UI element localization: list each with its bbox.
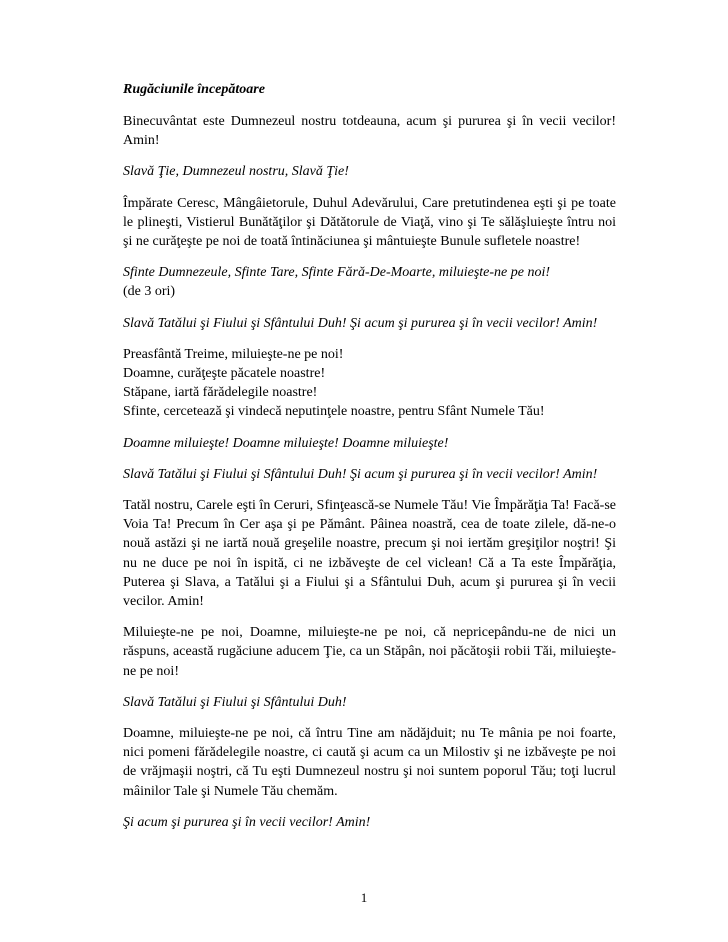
paragraph-6 xyxy=(123,345,616,422)
paragraph-4 xyxy=(123,263,616,301)
paragraph-6-line: Doamne, curăţeşte păcatele noastre! xyxy=(123,366,326,382)
paragraph-3: Împărate Ceresc, Mângâietorule, Duhul Adevărului, Care pretutindenea eşti şi pe toate le plineşti, Vistierul Bunătăţilor şi Dătătorule de Viaţă, vino şi Te sălăşluieşte întru noi şi ne curăţeşte pe noi de toată întinăciunea şi mântuieşte Bunule sufletele noastre! xyxy=(123,195,616,250)
paragraph-6-line: Sfinte, cercetează şi vindecă neputinţele noastre, pentru Sfânt Numele Tău! xyxy=(123,404,545,420)
document-body xyxy=(123,80,616,844)
paragraph-5: Slavă Tatălui şi Fiului şi Sfântului Duh! Şi acum şi pururea şi în vecii vecilor! Amin! xyxy=(123,315,598,331)
paragraph-6-line: Preasfântă Treime, miluieşte-ne pe noi! xyxy=(123,346,344,362)
paragraph-11: Slavă Tatălui şi Fiului şi Sfântului Duh! xyxy=(123,694,347,710)
paragraph-2: Slavă Ţie, Dumnezeul nostru, Slavă Ţie! xyxy=(123,164,349,180)
paragraph-13: Şi acum şi pururea şi în vecii vecilor! Amin! xyxy=(123,814,371,830)
page-number: 1 xyxy=(360,890,368,905)
paragraph-7: Doamne miluieşte! Doamne miluieşte! Doamne miluieşte! xyxy=(123,435,449,451)
paragraph-12: Doamne, miluieşte-ne pe noi, că întru Tine am nădăjduit; nu Te mânia pe noi foarte, nici pomeni fărădelegile noastre, ci caută şi acum ca un Milostiv şi ne izbăveşte pe noi de vrăjmaşii noştri, că Tu eşti Dumnezeul nostru şi noi suntem poporul Tău; toţi lucrul mâinilor Tale şi Numele Tău chemăm. xyxy=(123,726,616,799)
paragraph-10: Miluieşte-ne pe noi, Doamne, miluieşte-ne pe noi, că nepricepându-ne de nici un răspuns, această rugăciune aducem Ţie, ca un Stăpân, noi păcătoşii robii Tăi, miluieşte-ne pe noi! xyxy=(123,625,616,679)
paragraph-8: Slavă Tatălui şi Fiului şi Sfântului Duh! Şi acum şi pururea şi în vecii vecilor! Amin! xyxy=(123,466,598,482)
document-title: Rugăciunile începătoare xyxy=(123,82,265,97)
paragraph-4-note: (de 3 ori) xyxy=(123,284,176,300)
paragraph-1: Binecuvântat este Dumnezeul nostru totdeauna, acum şi pururea şi în vecii vecilor! Amin! xyxy=(123,114,616,149)
paragraph-6-line: Stăpane, iartă fărădelegile noastre! xyxy=(123,385,318,401)
paragraph-4-italic: Sfinte Dumnezeule, Sfinte Tare, Sfinte Fără-De-Moarte, miluieşte-ne pe noi! xyxy=(123,265,551,281)
paragraph-9: Tatăl nostru, Carele eşti în Ceruri, Sfinţească-se Numele Tău! Vie Împărăţia Ta! Facă-se Voia Ta! Precum în Cer aşa şi pe Pământ. Pâinea noastră, cea de toate zilele, dă-ne-o nouă astăzi şi ne iartă nouă greşelile noastre, precum şi noi iertăm greşiţilor noştri! Şi nu ne duce pe noi în ispită, ci ne izbăveşte de cel viclean! Că a Ta este Împărăţia, Puterea şi Slava, a Tatălui şi a Fiului şi a Sfântului Duh, acum şi pururea şi în vecii vecilor. Amin! xyxy=(123,498,616,610)
